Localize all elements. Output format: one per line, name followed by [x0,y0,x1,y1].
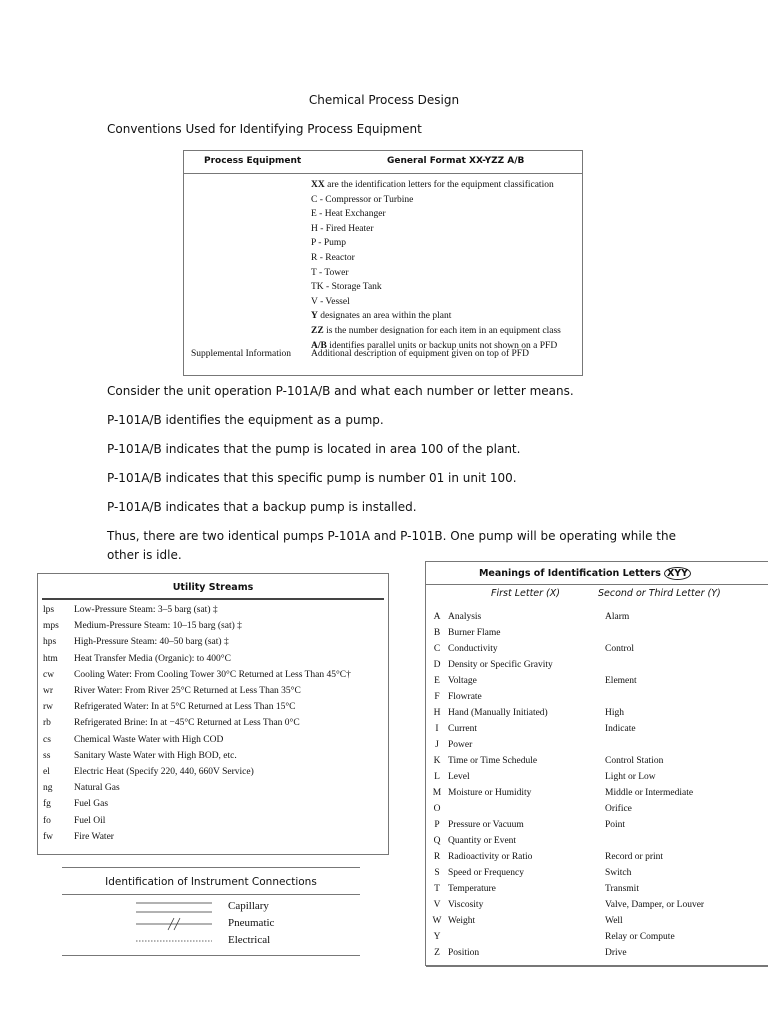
column-header-first-letter: First Letter (X) [491,588,560,599]
format-line-text: R - Reactor [311,252,355,263]
format-line [311,309,561,324]
paragraph: other is idle. [107,548,182,562]
utility-code: hps [43,637,57,648]
second-letter-meaning: Record or print [605,852,664,862]
utility-row [43,634,351,650]
second-letter-meaning: Switch [605,868,632,878]
utility-description: Medium-Pressure Steam: 10–15 barg (sat) ‡ [74,621,242,632]
utility-code: fw [43,831,54,842]
utility-description: High-Pressure Steam: 40–50 barg (sat) ‡ [74,637,229,648]
format-line [311,295,561,310]
format-line [311,251,561,266]
section-heading: Conventions Used for Identifying Process Equipment [107,122,422,136]
utility-row [43,796,351,812]
utility-code: lps [43,605,55,615]
paragraph: P-101A/B identifies the equipment as a pump. [107,413,384,427]
utility-description: Refrigerated Brine: In at −45°C Returned at Less Than 0°C [74,718,300,729]
second-letter-meaning: Valve, Damper, or Louver [605,900,705,910]
utility-description: Fuel Oil [74,815,106,826]
second-letter-meaning: Element [605,676,637,686]
first-letter-meaning: Conductivity [448,644,498,654]
letter-code: B [433,628,441,638]
utility-code: rw [43,702,54,713]
format-line [311,178,561,193]
letter-code: T [434,884,440,894]
format-line-text: V - Vessel [311,296,350,307]
first-letter-meaning: Position [448,948,480,958]
electrical-line-icon [134,934,214,948]
first-letter-meaning: Burner Flame [448,628,501,638]
letter-code: Z [434,948,440,958]
format-line [311,236,561,251]
divider [42,598,384,600]
second-letter-meaning: Light or Low [605,772,656,782]
second-letter-meaning: Middle or Intermediate [605,788,694,798]
utility-code: wr [43,686,54,697]
second-letter-meaning: High [605,708,624,718]
letter-code: I [435,724,439,734]
identification-letters-title-text: Meanings of Identification Letters [478,568,661,579]
second-letter-meaning: Well [605,916,623,926]
format-line-text: designates an area within the plant [317,311,452,322]
letter-code: M [432,788,442,798]
letter-code: F [434,692,440,702]
first-letter-meaning: Flowrate [448,692,482,702]
utility-row [43,715,351,731]
utility-description: Chemical Waste Water with High COD [74,734,224,745]
instrument-connections-legend [62,867,360,957]
second-letter-meaning: Relay or Compute [605,932,675,942]
divider [62,867,360,868]
utility-code: fo [43,815,51,826]
format-line-text: TK - Storage Tank [311,282,382,293]
letter-code: J [435,740,439,750]
utility-row [43,651,351,667]
letter-code: O [433,804,441,814]
letter-code: C [433,644,441,654]
equipment-format-lines [311,178,561,353]
format-line-key: XX [311,180,325,190]
utility-description: Fire Water [74,831,114,842]
column-header-second-letter: Second or Third Letter (Y) [598,588,721,599]
format-line [311,266,561,281]
format-line-text: P - Pump [311,238,347,249]
first-letter-meaning: Viscosity [448,900,484,910]
identification-letters-title [426,567,744,580]
format-line-key: Y [311,311,318,322]
letter-code: L [434,772,440,782]
first-letter-meaning: Voltage [448,676,477,686]
first-letter-meaning: Pressure or Vacuum [448,820,524,830]
utility-description: Fuel Gas [74,799,109,810]
utility-code: cs [43,734,51,745]
table-header [184,151,582,174]
paragraph: P-101A/B indicates that this specific pump is number 01 in unit 100. [107,471,517,485]
format-line-text: identifies parallel units or backup units not shown on a PFD [326,340,558,351]
identification-letters-table [425,561,768,966]
divider [426,584,768,585]
utility-row [43,602,351,618]
header-general-format: General Format XX-YZZ A/B [387,156,525,166]
divider [62,955,360,956]
first-letter-meaning: Moisture or Humidity [448,788,532,798]
supplemental-label: Supplemental Information [191,349,291,359]
utility-description: Electric Heat (Specify 220, 440, 660V Service) [74,767,254,778]
utility-description: Low-Pressure Steam: 3–5 barg (sat) ‡ [74,605,218,615]
utility-description: Heat Transfer Media (Organic): to 400°C [74,653,231,664]
utility-row [43,683,351,699]
letter-code: Q [433,836,441,846]
utility-streams-title: Utility Streams [172,582,254,593]
legend-label: Electrical [228,934,271,946]
utility-description: Sanitary Waste Water with High BOD, etc. [74,750,237,761]
utility-row [43,829,351,845]
format-line-text: are the identification letters for the equipment classification [324,180,554,190]
utility-row [43,764,351,780]
utility-code: ss [43,750,51,761]
xyy-badge: XYY [664,567,691,580]
first-letter-meaning: Quantity or Event [448,836,517,846]
first-letter-meaning: Radioactivity or Ratio [448,852,533,862]
instrument-connections-title: Identification of Instrument Connections [105,876,317,888]
header-process-equipment: Process Equipment [204,156,302,166]
capillary-line-icon [134,900,214,914]
page-title: Chemical Process Design [308,93,460,107]
utility-description: Refrigerated Water: In at 5°C Returned at Less Than 15°C [74,702,296,713]
format-line [311,280,561,295]
letter-code: S [434,868,440,878]
first-letter-meaning: Level [448,772,470,782]
legend-label: Capillary [228,900,269,912]
format-line-text: E - Heat Exchanger [311,209,386,220]
second-letter-meaning: Point [605,820,626,830]
utility-row [43,618,351,634]
first-letter-meaning: Analysis [448,612,482,622]
utility-row [43,748,351,764]
utility-code: fg [43,799,51,810]
second-letter-meaning: Control Station [605,756,664,766]
letter-code: E [434,676,440,686]
letter-code: K [433,756,441,766]
letter-code: D [433,660,441,670]
first-letter-meaning: Hand (Manually Initiated) [448,708,548,718]
format-line [311,222,561,237]
letter-code: H [433,708,441,718]
second-letter-meaning: Transmit [605,884,639,894]
utility-code: htm [43,653,58,664]
letter-code: R [433,852,441,862]
letter-code: A [433,612,441,622]
utility-description: Cooling Water: From Cooling Tower 30°C Returned at Less Than 45°C† [74,669,351,680]
pneumatic-line-icon [134,917,214,931]
paragraph: P-101A/B indicates that a backup pump is installed. [107,500,417,514]
paragraph: P-101A/B indicates that the pump is located in area 100 of the plant. [107,442,521,456]
supplemental-description: Additional description of equipment given on top of PFD [311,349,529,359]
format-line-key: A/B [311,340,327,351]
first-letter-meaning: Speed or Frequency [448,868,524,878]
divider [426,966,768,967]
format-line-text: T - Tower [311,267,349,278]
utility-streams-table [37,573,389,855]
first-letter-meaning: Power [448,740,473,750]
paragraph: Consider the unit operation P-101A/B and what each number or letter means. [107,384,574,398]
divider [62,894,360,895]
format-line [311,193,561,208]
utility-code: mps [43,621,59,632]
first-letter-meaning: Density or Specific Gravity [448,660,553,670]
first-letter-meaning: Temperature [448,884,496,894]
equipment-format-table [183,150,583,376]
utility-row [43,780,351,796]
first-letter-meaning: Weight [448,916,476,926]
legend-label: Pneumatic [228,917,275,929]
format-line [311,207,561,222]
first-letter-meaning: Current [448,724,478,734]
second-letter-meaning: Indicate [605,724,636,734]
format-line-text: C - Compressor or Turbine [311,194,414,205]
utility-row [43,813,351,829]
format-line-key: ZZ [311,325,324,336]
letter-code: W [432,916,442,926]
utility-description: River Water: From River 25°C Returned at Less Than 35°C [74,686,301,697]
utility-row [43,667,351,683]
utility-streams-rows [43,602,351,845]
letter-code: Y [433,932,441,942]
first-letter-meaning: Time or Time Schedule [448,756,538,766]
utility-code: ng [43,783,53,794]
paragraph: Thus, there are two identical pumps P-101A and P-101B. One pump will be operating while the [107,529,676,543]
utility-code: cw [43,669,55,680]
letter-code: P [434,820,440,830]
second-letter-meaning: Drive [605,948,627,958]
format-line [311,324,561,339]
format-line-text: is the number designation for each item in an equipment class [323,325,561,336]
second-letter-meaning: Orifice [605,804,632,814]
utility-code: el [43,767,50,778]
utility-row [43,732,351,748]
utility-description: Natural Gas [74,783,120,794]
utility-code: rb [43,718,51,729]
second-letter-meaning: Control [605,644,635,654]
utility-row [43,699,351,715]
letter-code: V [433,900,441,910]
format-line-text: H - Fired Heater [311,223,374,234]
second-letter-meaning: Alarm [605,612,630,622]
